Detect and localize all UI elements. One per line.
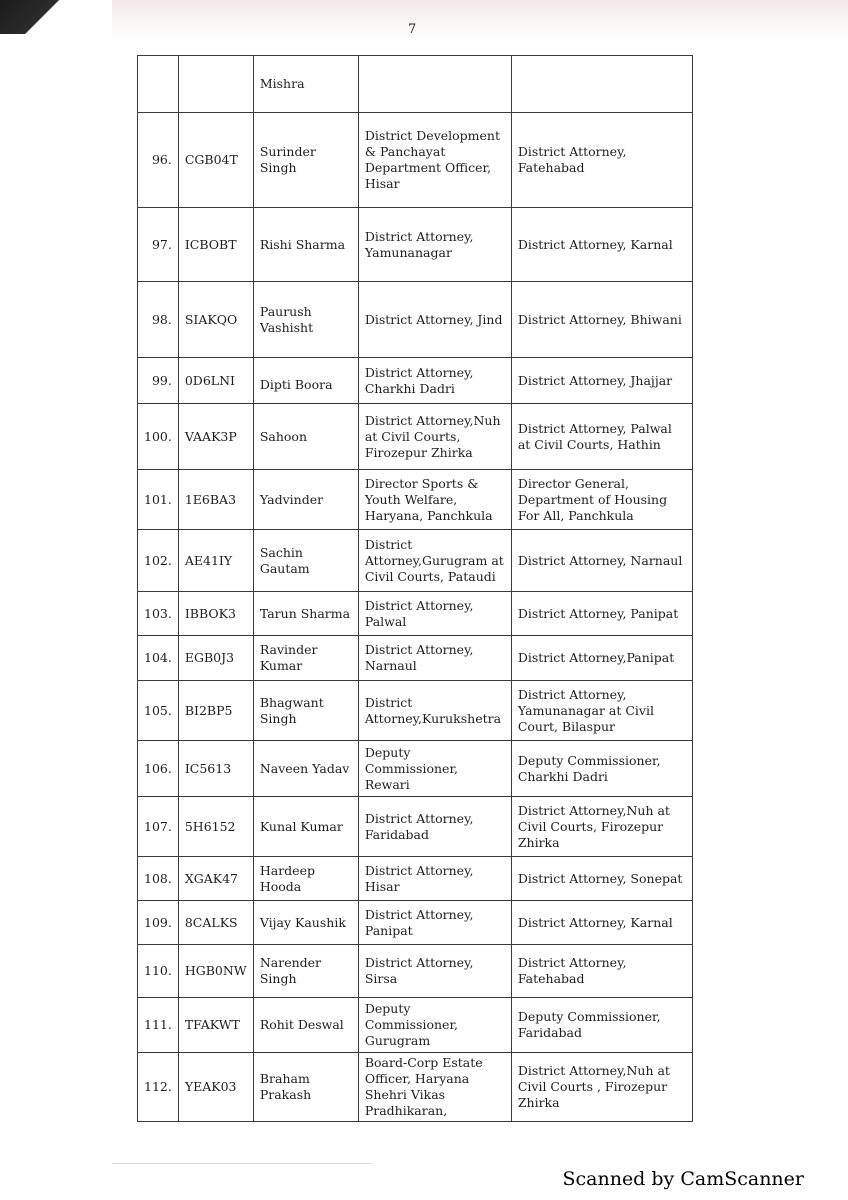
cell-from: District Attorney, Yamunanagar <box>358 208 511 282</box>
cell-name: Sahoon <box>253 404 358 470</box>
table-row <box>138 358 693 404</box>
cell-to: District Attorney, Panipat <box>511 592 692 636</box>
cell-sno: 112. <box>138 1053 179 1122</box>
cell-to: District Attorney, Yamunanagar at Civil Court, Bilaspur <box>511 681 692 741</box>
cell-code <box>178 56 253 113</box>
cell-name: Mishra <box>253 56 358 113</box>
cell-name: Yadvinder <box>253 470 358 530</box>
cell-name: Braham Prakash <box>253 1053 358 1122</box>
cell-code: VAAK3P <box>178 404 253 470</box>
cell-name: Ravinder Kumar <box>253 636 358 681</box>
table-row <box>138 797 693 857</box>
cell-from: District Attorney, Narnaul <box>358 636 511 681</box>
cell-from: District Attorney, Charkhi Dadri <box>358 358 511 404</box>
cell-sno: 103. <box>138 592 179 636</box>
cell-sno: 102. <box>138 530 179 592</box>
cell-sno: 110. <box>138 945 179 998</box>
table-row <box>138 998 693 1053</box>
cell-name: Narender Singh <box>253 945 358 998</box>
cell-from: Deputy Commissioner, Rewari <box>358 741 511 797</box>
cell-name: Sachin Gautam <box>253 530 358 592</box>
cell-code: TFAKWT <box>178 998 253 1053</box>
cell-to: District Attorney, Narnaul <box>511 530 692 592</box>
cell-from: District Attorney,Kurukshetra <box>358 681 511 741</box>
cell-name: Kunal Kumar <box>253 797 358 857</box>
cell-sno: 105. <box>138 681 179 741</box>
table-row <box>138 681 693 741</box>
cell-name: Rishi Sharma <box>253 208 358 282</box>
cell-sno: 111. <box>138 998 179 1053</box>
cell-from: District Attorney, Faridabad <box>358 797 511 857</box>
cell-from: District Attorney,Nuh at Civil Courts, Firozepur Zhirka <box>358 404 511 470</box>
cell-to: District Attorney, Jhajjar <box>511 358 692 404</box>
table-row <box>138 741 693 797</box>
cell-to <box>511 56 692 113</box>
cell-from: District Attorney, Palwal <box>358 592 511 636</box>
cell-from: Deputy Commissioner, Gurugram <box>358 998 511 1053</box>
cell-to: District Attorney, Bhiwani <box>511 282 692 358</box>
cell-from: District Attorney, Panipat <box>358 901 511 945</box>
cell-sno: 101. <box>138 470 179 530</box>
table-row <box>138 1053 693 1122</box>
cell-code: ICBOBT <box>178 208 253 282</box>
cell-code: IBBOK3 <box>178 592 253 636</box>
cell-to: District Attorney, Karnal <box>511 208 692 282</box>
cell-code: 8CALKS <box>178 901 253 945</box>
scanner-watermark: Scanned by CamScanner <box>562 1168 804 1190</box>
cell-to: District Attorney,Nuh at Civil Courts , Firozepur Zhirka <box>511 1053 692 1122</box>
cell-name: Surinder Singh <box>253 113 358 208</box>
cell-sno: 108. <box>138 857 179 901</box>
table-row-continuation <box>138 56 693 113</box>
cell-to: District Attorney,Nuh at Civil Courts, Firozepur Zhirka <box>511 797 692 857</box>
cell-to: Director General, Department of Housing For All, Panchkula <box>511 470 692 530</box>
cell-name: Rohit Deswal <box>253 998 358 1053</box>
cell-code: 1E6BA3 <box>178 470 253 530</box>
cell-from: District Attorney, Sirsa <box>358 945 511 998</box>
cell-code: IC5613 <box>178 741 253 797</box>
cell-sno: 98. <box>138 282 179 358</box>
scan-artifact-line <box>112 1163 372 1164</box>
cell-sno <box>138 56 179 113</box>
cell-sno: 96. <box>138 113 179 208</box>
cell-code: YEAK03 <box>178 1053 253 1122</box>
table-row <box>138 282 693 358</box>
cell-to: District Attorney, Sonepat <box>511 857 692 901</box>
cell-to: District Attorney, Fatehabad <box>511 945 692 998</box>
transfer-table <box>137 55 693 1122</box>
cell-name: Bhagwant Singh <box>253 681 358 741</box>
cell-to: Deputy Commissioner, Faridabad <box>511 998 692 1053</box>
cell-code: XGAK47 <box>178 857 253 901</box>
table-row <box>138 208 693 282</box>
table-row <box>138 113 693 208</box>
cell-code: CGB04T <box>178 113 253 208</box>
cell-code: 5H6152 <box>178 797 253 857</box>
cell-code: AE41IY <box>178 530 253 592</box>
cell-to: District Attorney,Panipat <box>511 636 692 681</box>
cell-from: District Attorney, Jind <box>358 282 511 358</box>
table-row <box>138 592 693 636</box>
cell-to: Deputy Commissioner, Charkhi Dadri <box>511 741 692 797</box>
cell-code: HGB0NW <box>178 945 253 998</box>
cell-from: District Attorney,Gurugram at Civil Courts, Pataudi <box>358 530 511 592</box>
cell-name: Tarun Sharma <box>253 592 358 636</box>
page-number: 7 <box>408 22 417 37</box>
cell-code: 0D6LNI <box>178 358 253 404</box>
table-row <box>138 901 693 945</box>
cell-from: Board-Corp Estate Officer, Haryana Shehri Vikas Pradhikaran, <box>358 1053 511 1122</box>
cell-sno: 100. <box>138 404 179 470</box>
cell-sno: 109. <box>138 901 179 945</box>
cell-sno: 104. <box>138 636 179 681</box>
cell-to: District Attorney, Karnal <box>511 901 692 945</box>
cell-code: BI2BP5 <box>178 681 253 741</box>
cell-to: District Attorney, Palwal at Civil Courts, Hathin <box>511 404 692 470</box>
cell-sno: 97. <box>138 208 179 282</box>
scan-left-margin <box>0 0 112 1200</box>
scan-top-tint <box>112 0 848 40</box>
cell-name: Dipti Boora <box>253 358 358 404</box>
cell-to: District Attorney, Fatehabad <box>511 113 692 208</box>
cell-name: Paurush Vashisht <box>253 282 358 358</box>
table-row <box>138 857 693 901</box>
cell-name: Vijay Kaushik <box>253 901 358 945</box>
cell-name: Hardeep Hooda <box>253 857 358 901</box>
cell-sno: 107. <box>138 797 179 857</box>
table-row <box>138 945 693 998</box>
cell-from: District Attorney, Hisar <box>358 857 511 901</box>
cell-from: Director Sports & Youth Welfare, Haryana, Panchkula <box>358 470 511 530</box>
cell-sno: 99. <box>138 358 179 404</box>
table-row <box>138 470 693 530</box>
cell-from <box>358 56 511 113</box>
cell-code: SIAKQO <box>178 282 253 358</box>
cell-name: Naveen Yadav <box>253 741 358 797</box>
cell-code: EGB0J3 <box>178 636 253 681</box>
table-row <box>138 530 693 592</box>
table-row <box>138 404 693 470</box>
cell-sno: 106. <box>138 741 179 797</box>
cell-from: District Development & Panchayat Department Officer, Hisar <box>358 113 511 208</box>
scan-dark-corner <box>0 0 112 34</box>
table-row <box>138 636 693 681</box>
